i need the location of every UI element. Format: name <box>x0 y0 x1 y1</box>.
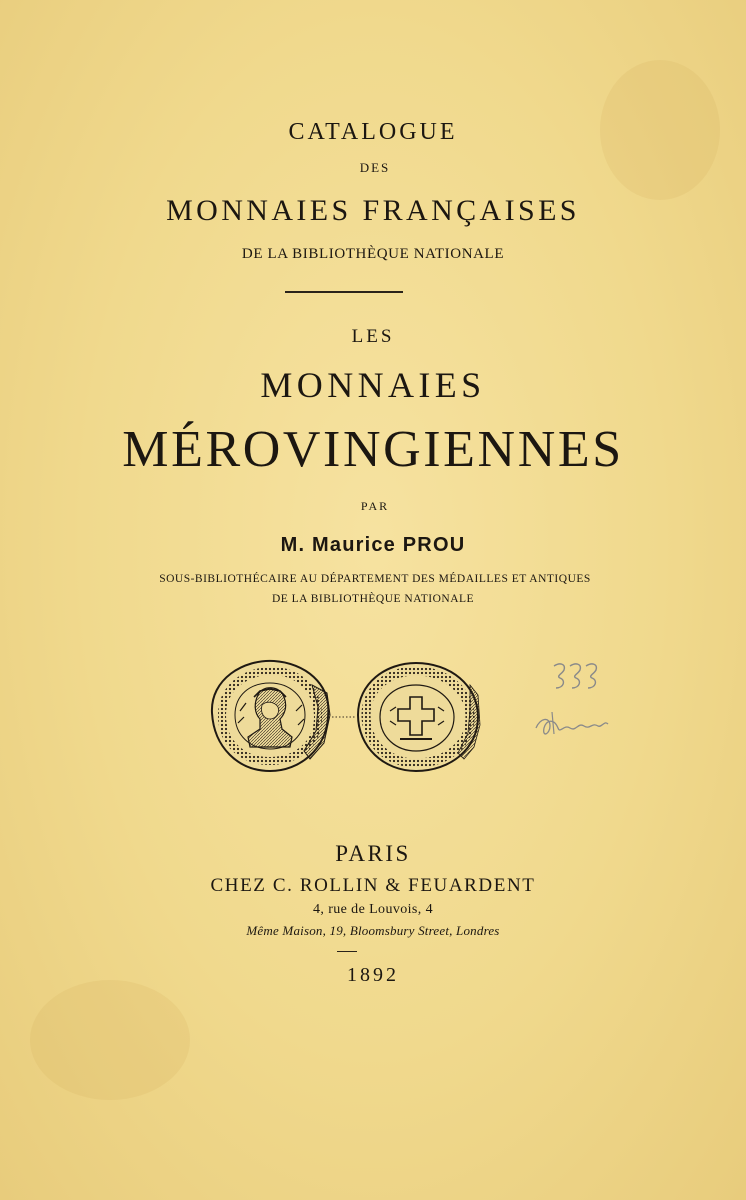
author-par: PAR <box>360 499 390 513</box>
series-catalogue: CATALOGUE <box>288 119 458 145</box>
imprint-address: 4, rue de Louvois, 4 <box>313 902 433 917</box>
title-monnaies: MONNAIES <box>260 365 486 405</box>
imprint-city: PARIS <box>335 841 411 866</box>
title-merovingiennes: MÉROVINGIENNES <box>122 421 624 478</box>
short-rule <box>337 951 357 952</box>
coin-obverse-bust-icon <box>212 661 330 771</box>
paper-stain <box>30 980 190 1100</box>
coin-reverse-cross-icon <box>358 663 480 771</box>
coin-illustration <box>200 655 500 780</box>
series-des: DES <box>359 160 391 175</box>
author-name: M. Maurice PROU <box>280 534 466 556</box>
divider-rule <box>285 291 403 293</box>
imprint-publisher: CHEZ C. ROLLIN & FEUARDENT <box>210 875 536 896</box>
title-les: LES <box>351 326 395 347</box>
imprint-year: 1892 <box>347 964 399 986</box>
series-library: DE LA BIBLIOTHÈQUE NATIONALE <box>241 246 505 262</box>
series-collection: MONNAIES FRANÇAISES <box>166 194 580 227</box>
author-position-line1: SOUS-BIBLIOTHÉCAIRE AU DÉPARTEMENT DES MÉDAILLES ET ANTIQUES <box>159 573 591 585</box>
pencil-annotation <box>530 658 620 758</box>
imprint-branch: Même Maison, 19, Bloomsbury Street, Londres <box>246 923 500 938</box>
author-position-line2: DE LA BIBLIOTHÈQUE NATIONALE <box>271 593 475 605</box>
